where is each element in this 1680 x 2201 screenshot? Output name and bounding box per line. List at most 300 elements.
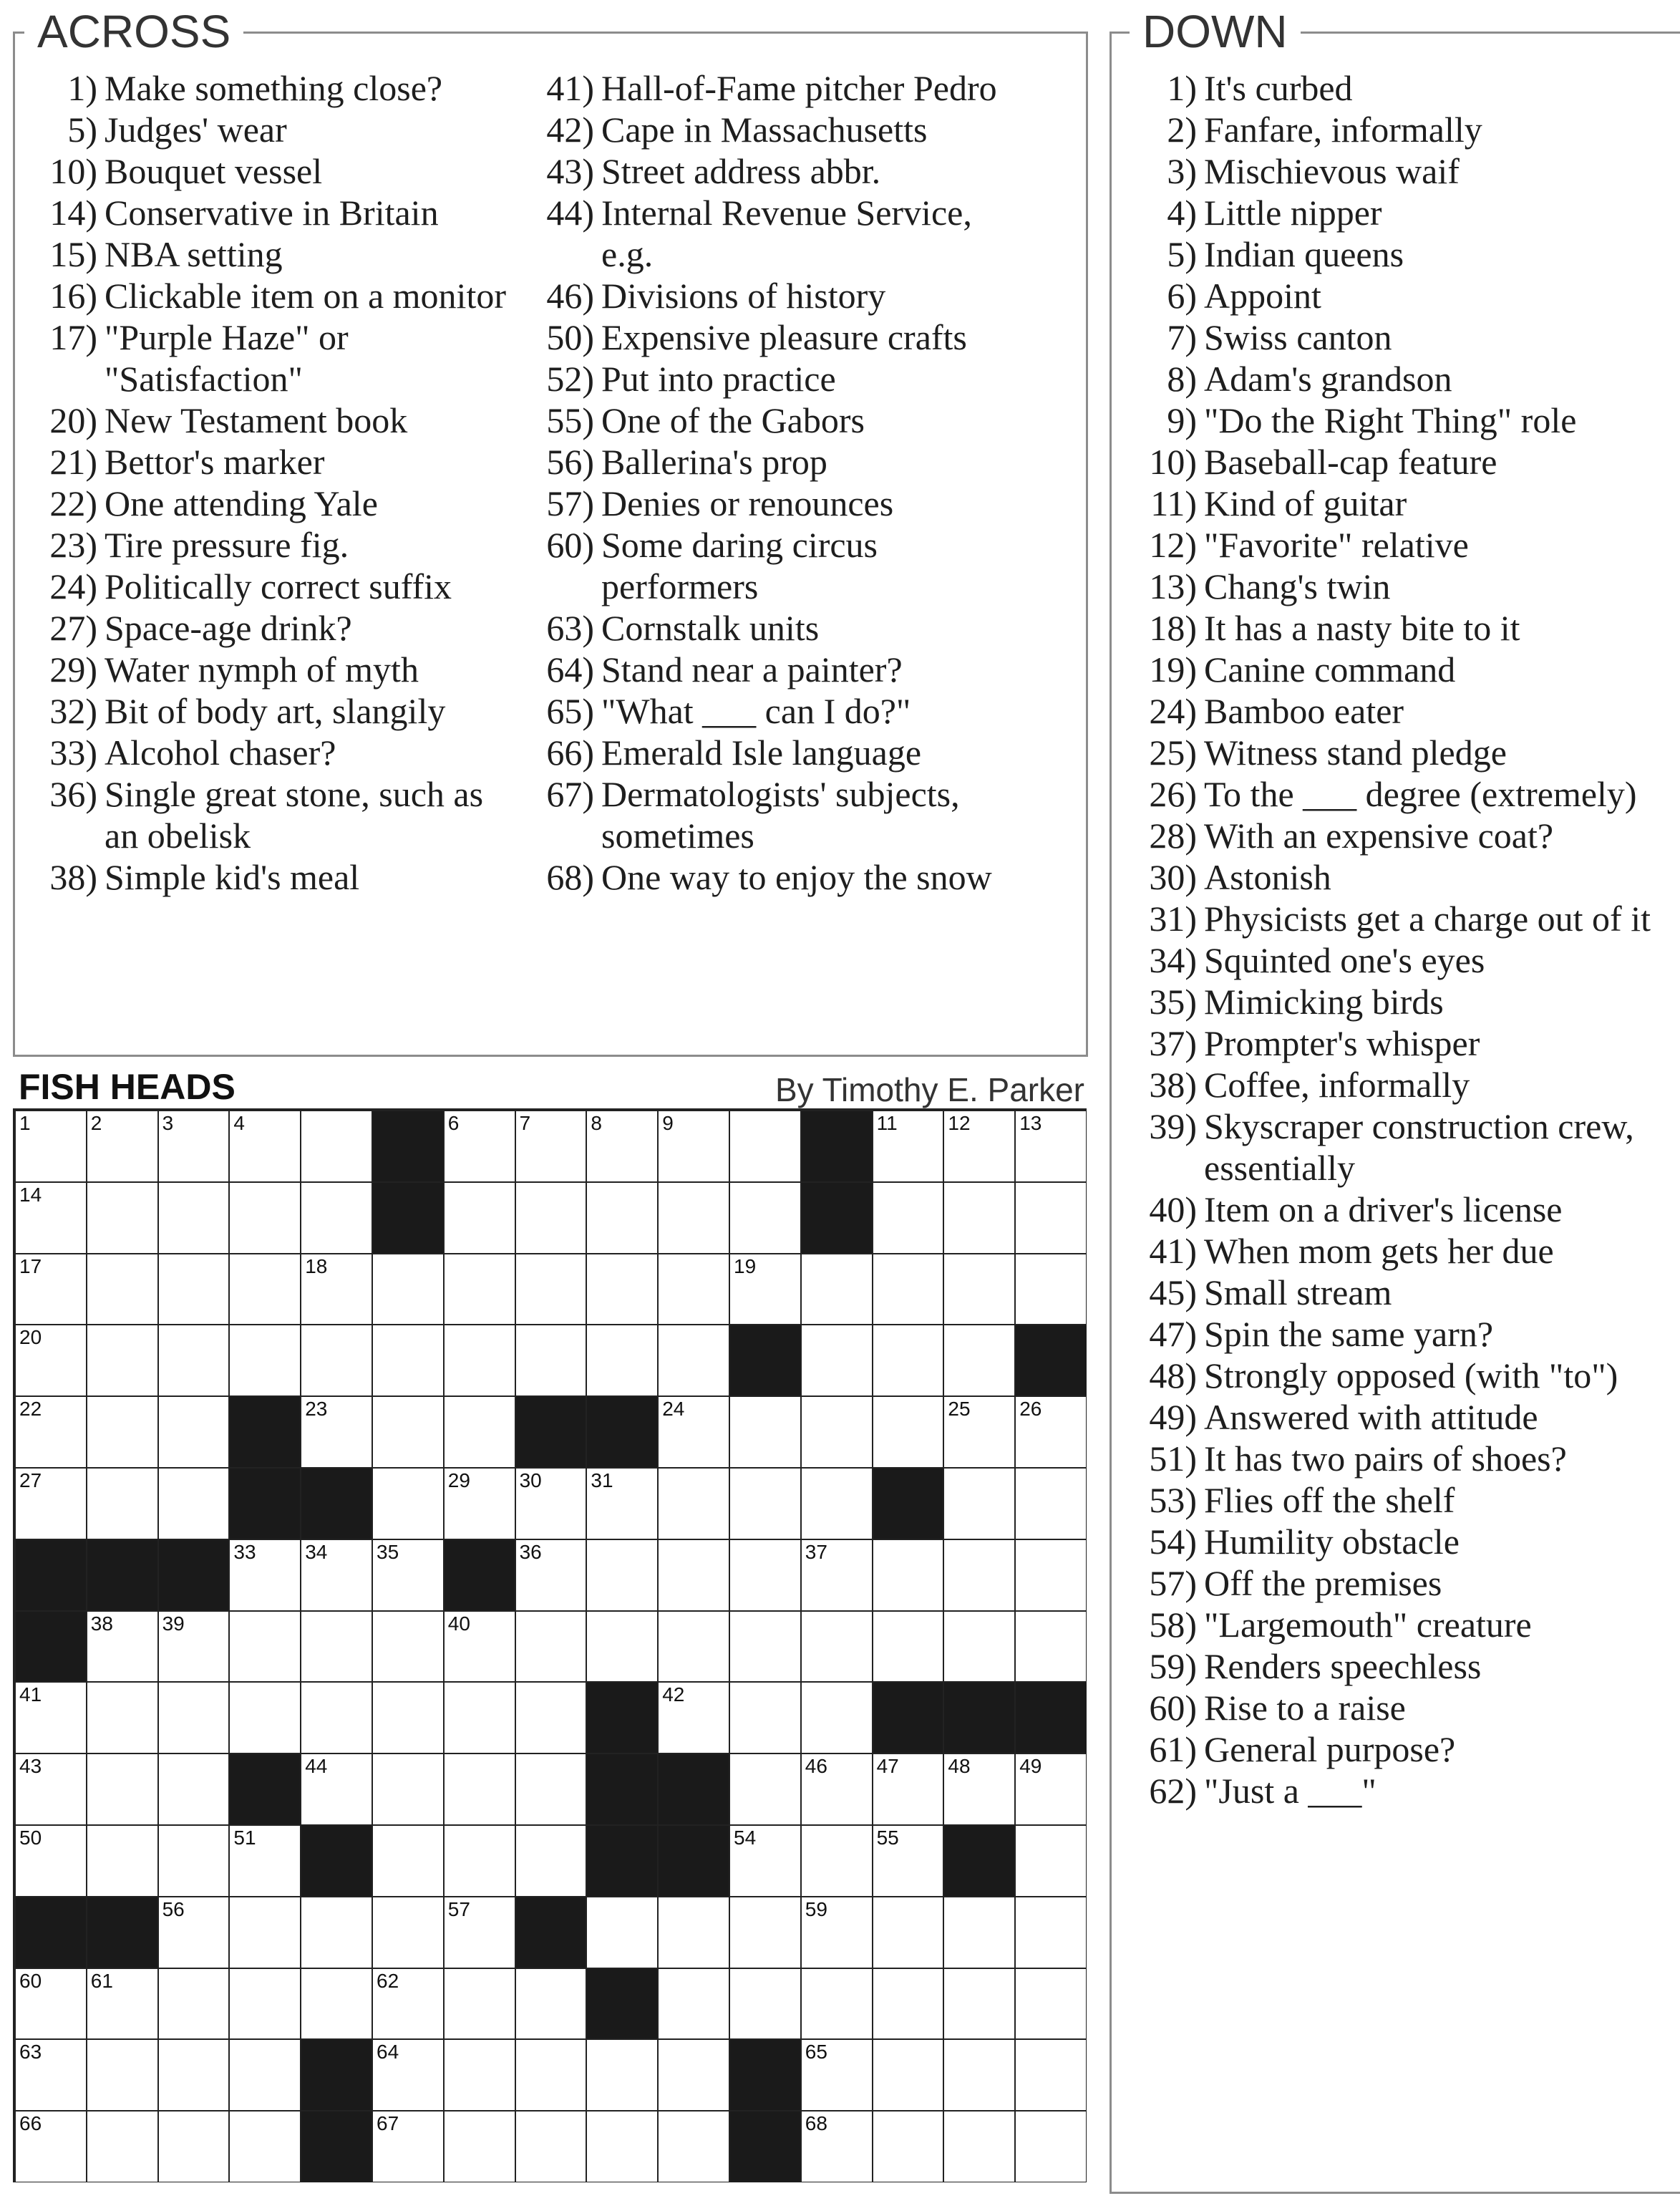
cell-number: 19 — [734, 1254, 757, 1277]
grid-cell[interactable] — [229, 1968, 301, 2040]
grid-cell[interactable] — [801, 1825, 873, 1897]
grid-cell[interactable] — [15, 1182, 87, 1254]
grid-cell[interactable] — [658, 1468, 729, 1539]
grid-cell[interactable] — [873, 1325, 944, 1396]
grid-cell[interactable] — [158, 1968, 230, 2040]
grid-cell[interactable] — [87, 1611, 158, 1683]
grid-cell[interactable] — [87, 1254, 158, 1325]
grid-cell[interactable] — [87, 1325, 158, 1396]
grid-cell[interactable] — [873, 2039, 944, 2111]
grid-cell[interactable] — [943, 1897, 1015, 1968]
grid-cell[interactable] — [873, 1396, 944, 1468]
grid-cell[interactable] — [372, 1753, 444, 1825]
grid-cell[interactable] — [729, 1682, 801, 1753]
cell-number: 66 — [19, 2112, 42, 2135]
grid-cell[interactable] — [229, 2039, 301, 2111]
grid-cell[interactable] — [158, 1111, 230, 1182]
grid-cell[interactable] — [372, 1968, 444, 2040]
clue-text: NBA setting — [105, 234, 283, 274]
grid-cell[interactable] — [1015, 2111, 1087, 2182]
grid-cell[interactable] — [943, 2111, 1015, 2182]
cell-number: 38 — [90, 1612, 113, 1635]
clue-item — [535, 441, 827, 483]
grid-cell[interactable] — [873, 1539, 944, 1611]
grid-cell[interactable] — [801, 1254, 873, 1325]
grid-cell[interactable] — [515, 1182, 587, 1254]
grid-cell[interactable] — [943, 2039, 1015, 2111]
grid-cell[interactable] — [515, 1753, 587, 1825]
clue-text: Squinted one's eyes — [1204, 940, 1485, 980]
cell-number: 27 — [19, 1469, 42, 1491]
grid-cell[interactable] — [801, 1325, 873, 1396]
clue-item — [39, 192, 439, 233]
cell-number: 64 — [377, 2041, 399, 2064]
grid-cell[interactable] — [372, 1325, 444, 1396]
grid-cell[interactable] — [729, 1825, 801, 1897]
cell-number: 12 — [948, 1112, 971, 1134]
clue-item — [1138, 1189, 1563, 1230]
clue-text: "What ___ can I do?" — [601, 691, 911, 731]
grid-cell[interactable] — [943, 1111, 1015, 1182]
grid-cell[interactable] — [87, 1396, 158, 1468]
clue-text: Witness stand pledge — [1204, 732, 1507, 773]
clue-number: 64) — [546, 649, 594, 690]
cell-number: 22 — [19, 1398, 42, 1421]
grid-cell[interactable] — [229, 2111, 301, 2182]
grid-cell[interactable] — [301, 1396, 372, 1468]
grid-cell[interactable] — [229, 1325, 301, 1396]
grid-cell[interactable] — [658, 1611, 729, 1683]
grid-cell[interactable] — [15, 1111, 87, 1182]
grid-block — [1015, 1325, 1087, 1396]
grid-block — [943, 1825, 1015, 1897]
clue-item — [39, 773, 484, 856]
clue-number: 47) — [1149, 1314, 1197, 1354]
clue-item — [39, 441, 325, 483]
clue-number: 36) — [49, 774, 97, 814]
grid-cell[interactable] — [586, 1325, 658, 1396]
clue-item — [1138, 607, 1520, 649]
grid-cell[interactable] — [801, 2111, 873, 2182]
grid-cell[interactable] — [158, 1254, 230, 1325]
cell-number: 26 — [1019, 1398, 1042, 1421]
grid-cell[interactable] — [444, 1825, 515, 1897]
clue-number: 30) — [1149, 857, 1197, 897]
clue-number: 6) — [1167, 276, 1197, 316]
grid-cell[interactable] — [586, 1182, 658, 1254]
grid-cell[interactable] — [515, 1325, 587, 1396]
grid-cell[interactable] — [801, 1682, 873, 1753]
grid-cell[interactable] — [229, 1611, 301, 1683]
grid-cell[interactable] — [658, 1396, 729, 1468]
grid-cell[interactable] — [1015, 1254, 1087, 1325]
clue-number: 65) — [546, 691, 594, 731]
grid-cell[interactable] — [586, 1254, 658, 1325]
grid-cell[interactable] — [372, 2039, 444, 2111]
clue-text: performers — [601, 566, 759, 606]
clue-item — [1138, 400, 1577, 441]
grid-cell[interactable] — [943, 1611, 1015, 1683]
grid-cell[interactable] — [515, 1611, 587, 1683]
grid-cell[interactable] — [515, 1682, 587, 1753]
grid-cell[interactable] — [658, 2039, 729, 2111]
clue-number: 23) — [49, 525, 97, 565]
grid-cell[interactable] — [15, 2039, 87, 2111]
grid-cell[interactable] — [372, 2111, 444, 2182]
grid-cell[interactable] — [729, 1468, 801, 1539]
clue-item — [535, 690, 911, 732]
grid-cell[interactable] — [1015, 1539, 1087, 1611]
grid-cell[interactable] — [658, 1897, 729, 1968]
clue-number: 57) — [546, 483, 594, 523]
grid-cell[interactable] — [515, 1539, 587, 1611]
grid-cell[interactable] — [372, 1539, 444, 1611]
grid-cell[interactable] — [372, 1682, 444, 1753]
grid-cell[interactable] — [87, 1968, 158, 2040]
grid-cell[interactable] — [444, 1468, 515, 1539]
clue-text: "Do the Right Thing" role — [1204, 400, 1577, 440]
grid-cell[interactable] — [515, 2111, 587, 2182]
grid-cell[interactable] — [586, 1897, 658, 1968]
grid-cell[interactable] — [943, 1539, 1015, 1611]
cell-number: 54 — [734, 1827, 757, 1849]
clue-item — [1138, 981, 1444, 1022]
grid-cell[interactable] — [873, 1897, 944, 1968]
grid-cell[interactable] — [658, 1968, 729, 2040]
grid-cell[interactable] — [943, 1325, 1015, 1396]
grid-cell[interactable] — [158, 1753, 230, 1825]
clue-text: Dermatologists' subjects, — [601, 774, 960, 814]
grid-cell[interactable] — [658, 1539, 729, 1611]
grid-cell[interactable] — [943, 1396, 1015, 1468]
grid-cell[interactable] — [444, 1325, 515, 1396]
grid-cell[interactable] — [729, 1111, 801, 1182]
grid-cell[interactable] — [87, 2039, 158, 2111]
grid-cell[interactable] — [515, 1468, 587, 1539]
clue-number: 13) — [1149, 566, 1197, 606]
grid-cell[interactable] — [158, 1396, 230, 1468]
grid-cell[interactable] — [1015, 1968, 1087, 2040]
clue-number: 35) — [1149, 982, 1197, 1022]
clue-number: 29) — [49, 649, 97, 690]
grid-cell[interactable] — [1015, 2039, 1087, 2111]
grid-cell[interactable] — [372, 1396, 444, 1468]
grid-cell[interactable] — [586, 2039, 658, 2111]
grid-cell[interactable] — [87, 1182, 158, 1254]
clue-text: Answered with attitude — [1204, 1397, 1538, 1437]
grid-cell[interactable] — [444, 1396, 515, 1468]
grid-cell[interactable] — [801, 1396, 873, 1468]
clue-text: With an expensive coat? — [1204, 816, 1554, 856]
clue-item — [535, 732, 922, 773]
grid-cell[interactable] — [229, 1182, 301, 1254]
grid-cell[interactable] — [15, 2111, 87, 2182]
grid-cell[interactable] — [873, 1254, 944, 1325]
grid-cell[interactable] — [801, 1968, 873, 2040]
clue-item — [39, 400, 408, 441]
clue-number: 34) — [1149, 940, 1197, 980]
grid-cell[interactable] — [658, 1254, 729, 1325]
grid-cell[interactable] — [586, 1468, 658, 1539]
clue-number: 14) — [49, 193, 97, 233]
clue-text: When mom gets her due — [1204, 1231, 1554, 1271]
clue-number: 21) — [49, 442, 97, 482]
grid-cell[interactable] — [301, 1325, 372, 1396]
grid-cell[interactable] — [658, 2111, 729, 2182]
clue-number: 44) — [546, 193, 594, 233]
grid-cell[interactable] — [1015, 1182, 1087, 1254]
grid-cell[interactable] — [658, 1182, 729, 1254]
clue-number: 60) — [1149, 1688, 1197, 1728]
cell-number: 55 — [876, 1827, 899, 1849]
grid-cell[interactable] — [158, 1182, 230, 1254]
grid-cell[interactable] — [158, 2039, 230, 2111]
grid-block — [943, 1682, 1015, 1753]
cell-number: 24 — [662, 1398, 685, 1421]
grid-cell[interactable] — [15, 1825, 87, 1897]
clue-number: 62) — [1149, 1771, 1197, 1811]
grid-block — [87, 1897, 158, 1968]
clue-item — [39, 566, 452, 607]
clue-item — [39, 856, 360, 898]
cell-number: 23 — [305, 1398, 328, 1421]
grid-cell[interactable] — [943, 1468, 1015, 1539]
clue-text: Flies off the shelf — [1204, 1480, 1455, 1520]
clue-number: 53) — [1149, 1480, 1197, 1520]
grid-cell[interactable] — [229, 1825, 301, 1897]
grid-cell[interactable] — [158, 2111, 230, 2182]
clue-number: 57) — [1149, 1563, 1197, 1603]
grid-cell[interactable] — [658, 1111, 729, 1182]
grid-cell[interactable] — [658, 1682, 729, 1753]
grid-cell[interactable] — [729, 1753, 801, 1825]
grid-cell[interactable] — [444, 2111, 515, 2182]
grid-cell[interactable] — [873, 2111, 944, 2182]
grid-cell[interactable] — [87, 1753, 158, 1825]
grid-cell[interactable] — [1015, 1468, 1087, 1539]
grid-cell[interactable] — [1015, 1396, 1087, 1468]
grid-cell[interactable] — [444, 1753, 515, 1825]
grid-cell[interactable] — [943, 1753, 1015, 1825]
grid-cell[interactable] — [15, 1682, 87, 1753]
grid-cell[interactable] — [943, 1254, 1015, 1325]
clue-item — [1138, 1521, 1460, 1562]
grid-cell[interactable] — [372, 1611, 444, 1683]
grid-block — [586, 1825, 658, 1897]
grid-cell[interactable] — [158, 1682, 230, 1753]
grid-cell[interactable] — [586, 2111, 658, 2182]
grid-block — [586, 1682, 658, 1753]
clue-number: 56) — [546, 442, 594, 482]
grid-cell[interactable] — [229, 1539, 301, 1611]
grid-cell[interactable] — [801, 1753, 873, 1825]
grid-cell[interactable] — [586, 1611, 658, 1683]
grid-cell[interactable] — [301, 1254, 372, 1325]
clue-number: 60) — [546, 525, 594, 565]
grid-cell[interactable] — [943, 1182, 1015, 1254]
clue-text: Renders speechless — [1204, 1646, 1482, 1686]
clue-item — [39, 150, 323, 192]
grid-block — [801, 1111, 873, 1182]
grid-cell[interactable] — [444, 1682, 515, 1753]
grid-cell[interactable] — [729, 1182, 801, 1254]
grid-cell[interactable] — [229, 1897, 301, 1968]
grid-cell[interactable] — [729, 1897, 801, 1968]
grid-cell[interactable] — [729, 1539, 801, 1611]
crossword-grid — [13, 1108, 1087, 2182]
grid-cell[interactable] — [873, 1111, 944, 1182]
grid-cell[interactable] — [444, 1254, 515, 1325]
clue-item — [1138, 1728, 1456, 1770]
clue-number: 12) — [1149, 525, 1197, 565]
cell-number: 56 — [162, 1897, 185, 1920]
grid-cell[interactable] — [444, 2039, 515, 2111]
clue-text: Chang's twin — [1204, 566, 1391, 606]
grid-cell[interactable] — [15, 1396, 87, 1468]
grid-cell[interactable] — [801, 2039, 873, 2111]
grid-cell[interactable] — [873, 1753, 944, 1825]
grid-cell[interactable] — [158, 1825, 230, 1897]
grid-block — [15, 1539, 87, 1611]
clue-text: Swiss canton — [1204, 317, 1392, 357]
grid-cell[interactable] — [515, 1254, 587, 1325]
grid-cell[interactable] — [301, 1539, 372, 1611]
cell-number: 11 — [876, 1112, 898, 1134]
grid-cell[interactable] — [873, 1968, 944, 2040]
cell-number: 51 — [233, 1827, 256, 1849]
grid-cell[interactable] — [229, 1111, 301, 1182]
grid-cell[interactable] — [444, 1897, 515, 1968]
grid-block — [729, 1325, 801, 1396]
clue-number: 38) — [1149, 1065, 1197, 1105]
clue-text: "Purple Haze" or — [105, 317, 349, 357]
grid-cell[interactable] — [372, 1468, 444, 1539]
grid-cell[interactable] — [301, 1968, 372, 2040]
grid-cell[interactable] — [1015, 1825, 1087, 1897]
grid-cell[interactable] — [87, 1468, 158, 1539]
grid-cell[interactable] — [729, 1611, 801, 1683]
cell-number: 35 — [377, 1540, 399, 1563]
grid-cell[interactable] — [444, 1611, 515, 1683]
grid-cell[interactable] — [729, 1396, 801, 1468]
cell-number: 1 — [19, 1112, 31, 1134]
grid-cell[interactable] — [515, 1111, 587, 1182]
grid-cell[interactable] — [515, 2039, 587, 2111]
grid-cell[interactable] — [729, 1968, 801, 2040]
grid-cell[interactable] — [444, 1968, 515, 2040]
grid-cell[interactable] — [515, 1968, 587, 2040]
grid-cell[interactable] — [87, 1682, 158, 1753]
grid-cell[interactable] — [15, 1325, 87, 1396]
clue-text: Bouquet vessel — [105, 151, 323, 191]
grid-cell[interactable] — [801, 1897, 873, 1968]
clue-number: 43) — [546, 151, 594, 191]
grid-cell[interactable] — [801, 1611, 873, 1683]
clue-number: 18) — [1149, 608, 1197, 648]
clue-number: 67) — [546, 774, 594, 814]
grid-cell[interactable] — [658, 1325, 729, 1396]
cell-number: 29 — [447, 1469, 470, 1491]
grid-cell[interactable] — [87, 1111, 158, 1182]
cell-number: 68 — [805, 2112, 827, 2135]
clue-item — [1138, 898, 1651, 939]
grid-cell[interactable] — [301, 1111, 372, 1182]
grid-cell[interactable] — [943, 1968, 1015, 2040]
clue-text: It has a nasty bite to it — [1204, 608, 1520, 648]
grid-cell[interactable] — [158, 1468, 230, 1539]
cell-number: 42 — [662, 1683, 685, 1706]
grid-cell[interactable] — [229, 1682, 301, 1753]
grid-cell[interactable] — [873, 1611, 944, 1683]
grid-cell[interactable] — [301, 1897, 372, 1968]
grid-cell[interactable] — [586, 1539, 658, 1611]
grid-cell[interactable] — [729, 1254, 801, 1325]
clue-number: 66) — [546, 732, 594, 773]
clue-item — [1138, 1479, 1455, 1521]
clue-number: 46) — [546, 276, 594, 316]
grid-cell[interactable] — [515, 1825, 587, 1897]
clue-text: Indian queens — [1204, 234, 1404, 274]
clue-text: Adam's grandson — [1204, 359, 1452, 399]
grid-block — [301, 1825, 372, 1897]
grid-block — [658, 1753, 729, 1825]
grid-cell[interactable] — [87, 2111, 158, 2182]
grid-cell[interactable] — [301, 1753, 372, 1825]
grid-block — [873, 1682, 944, 1753]
grid-cell[interactable] — [15, 1968, 87, 2040]
clue-number: 59) — [1149, 1646, 1197, 1686]
clue-text: e.g. — [601, 234, 654, 274]
grid-cell[interactable] — [301, 1182, 372, 1254]
grid-cell[interactable] — [801, 1539, 873, 1611]
grid-cell[interactable] — [372, 1254, 444, 1325]
grid-cell[interactable] — [301, 1682, 372, 1753]
grid-cell[interactable] — [301, 1611, 372, 1683]
grid-cell[interactable] — [372, 1825, 444, 1897]
grid-cell[interactable] — [15, 1753, 87, 1825]
grid-cell[interactable] — [1015, 1897, 1087, 1968]
grid-cell[interactable] — [372, 1897, 444, 1968]
clue-text: an obelisk — [105, 816, 251, 856]
clue-item — [535, 275, 886, 316]
grid-cell[interactable] — [873, 1825, 944, 1897]
grid-cell[interactable] — [444, 1182, 515, 1254]
clue-text: Item on a driver's license — [1204, 1189, 1563, 1229]
grid-cell[interactable] — [158, 1325, 230, 1396]
grid-cell[interactable] — [229, 1254, 301, 1325]
grid-cell[interactable] — [15, 1468, 87, 1539]
clue-item — [535, 649, 903, 690]
cell-number: 3 — [162, 1112, 174, 1134]
clue-text: Simple kid's meal — [105, 857, 360, 897]
grid-cell[interactable] — [15, 1254, 87, 1325]
grid-cell[interactable] — [873, 1182, 944, 1254]
grid-cell[interactable] — [158, 1897, 230, 1968]
clue-item — [1138, 939, 1485, 981]
grid-cell[interactable] — [801, 1468, 873, 1539]
clue-item — [1138, 358, 1452, 400]
grid-cell[interactable] — [1015, 1611, 1087, 1683]
grid-cell[interactable] — [1015, 1111, 1087, 1182]
grid-cell[interactable] — [444, 1111, 515, 1182]
clue-number: 24) — [1149, 691, 1197, 731]
grid-cell[interactable] — [1015, 1753, 1087, 1825]
grid-cell[interactable] — [87, 1825, 158, 1897]
grid-cell[interactable] — [586, 1111, 658, 1182]
clue-item — [535, 856, 992, 898]
grid-cell[interactable] — [158, 1611, 230, 1683]
clue-number: 48) — [1149, 1355, 1197, 1395]
